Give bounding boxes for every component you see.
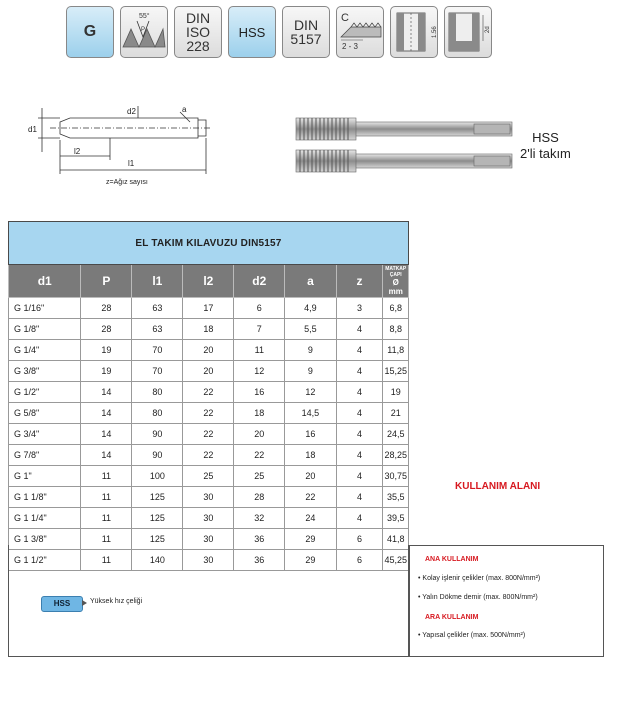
table-cell: 30	[183, 508, 234, 529]
legend-box	[8, 545, 409, 657]
thread-type-label: G	[83, 23, 97, 40]
usage-heading: KULLANIM ALANI	[455, 481, 541, 492]
table-row	[9, 340, 409, 361]
table-cell: G 1 1/4"	[9, 508, 81, 529]
chamfer-icon	[337, 7, 383, 57]
secondary-usage-item-1: • Yapısal çelikler (max. 500N/mm²)	[418, 632, 526, 639]
col-drill	[383, 265, 409, 298]
depth-label: 2d	[485, 26, 491, 33]
table-row	[9, 298, 409, 319]
table-cell: 14	[81, 445, 132, 466]
table-cell: G 3/8"	[9, 361, 81, 382]
table-cell: 11	[81, 550, 132, 571]
table-cell: 7	[234, 319, 285, 340]
table-cell: 25	[183, 466, 234, 487]
table-cell: 39,5	[383, 508, 409, 529]
table-cell: 4	[336, 487, 383, 508]
table-cell: 140	[132, 550, 183, 571]
table-cell: 9	[285, 361, 336, 382]
table-cell: 22	[234, 445, 285, 466]
table-row	[9, 508, 409, 529]
table-cell: 28	[234, 487, 285, 508]
din-badge	[282, 6, 330, 58]
table-cell: 4	[336, 508, 383, 529]
table-cell: 4	[336, 319, 383, 340]
table-cell: 8,8	[383, 319, 409, 340]
table-cell: G 1/4"	[9, 340, 81, 361]
thread-profile-icon	[121, 7, 167, 57]
a-label: a	[182, 105, 187, 114]
product-line-2: 2'li takım	[520, 146, 571, 161]
table-cell: 24	[285, 508, 336, 529]
col-d1: d1	[9, 265, 81, 298]
table-cell: 12	[285, 382, 336, 403]
material-label: HSS	[238, 24, 266, 40]
table-cell: 6	[234, 298, 285, 319]
tap-dimension-drawing	[20, 100, 220, 190]
standard-line-2: ISO	[185, 24, 211, 40]
table-cell: 28	[81, 298, 132, 319]
table-cell: 100	[132, 466, 183, 487]
table-cell: 4	[336, 403, 383, 424]
table-cell: 22	[183, 445, 234, 466]
table-cell: 45,25	[383, 550, 409, 571]
table-cell: 11,8	[383, 340, 409, 361]
col-a: a	[285, 265, 336, 298]
table-title: EL TAKIM KILAVUZU DIN5157	[9, 222, 409, 265]
table-row	[9, 466, 409, 487]
table-cell: 11	[81, 529, 132, 550]
standard-line-3: 228	[186, 38, 210, 54]
tap-outline-diagram	[20, 100, 220, 190]
table-cell: 15,25	[383, 361, 409, 382]
table-cell: 90	[132, 445, 183, 466]
l1-label: l1	[128, 159, 135, 168]
table-cell: 20	[183, 340, 234, 361]
table-cell: 30	[183, 487, 234, 508]
main-usage-title: ANA KULLANIM	[425, 556, 479, 563]
table-cell: 11	[81, 466, 132, 487]
table-cell: 36	[234, 550, 285, 571]
table-cell: G 3/4"	[9, 424, 81, 445]
arrow-right-icon	[82, 600, 87, 606]
drawing-caption: z=Ağız sayısı	[106, 179, 148, 186]
table-cell: G 1 3/8"	[9, 529, 81, 550]
table-cell: G 1/8"	[9, 319, 81, 340]
din-line-1: DIN	[293, 17, 319, 33]
table-cell: 80	[132, 403, 183, 424]
table-cell: 29	[285, 529, 336, 550]
table-cell: 4	[336, 445, 383, 466]
table-cell: 4	[336, 361, 383, 382]
table-cell: 6	[336, 550, 383, 571]
hss-legend-description: Yüksek hız çeliği	[90, 598, 143, 605]
table-cell: 16	[285, 424, 336, 445]
table-body	[9, 298, 409, 571]
table-cell: 35,5	[383, 487, 409, 508]
table-cell: 24,5	[383, 424, 409, 445]
table-cell: 20	[285, 466, 336, 487]
table-cell: G 1/16"	[9, 298, 81, 319]
table-row	[9, 361, 409, 382]
table-cell: 63	[132, 298, 183, 319]
table-cell: 41,8	[383, 529, 409, 550]
spec-table	[8, 221, 409, 571]
table-cell: 90	[132, 424, 183, 445]
table-cell: 36	[234, 529, 285, 550]
table-cell: 70	[132, 361, 183, 382]
chamfer-range: 2 - 3	[342, 42, 359, 51]
thread-angle-badge	[120, 6, 168, 58]
table-cell: 18	[285, 445, 336, 466]
tap-pair-image	[292, 112, 522, 178]
product-label	[520, 130, 571, 162]
table-cell: 22	[183, 424, 234, 445]
table-cell: 14	[81, 424, 132, 445]
through-hole-icon	[391, 7, 437, 57]
table-cell: 18	[234, 403, 285, 424]
spec-table-wrapper	[8, 221, 409, 571]
din-line-2: 5157	[290, 31, 322, 47]
table-row	[9, 424, 409, 445]
table-cell: 28,25	[383, 445, 409, 466]
table-header-row	[9, 265, 409, 298]
table-cell: 9	[285, 340, 336, 361]
table-row	[9, 319, 409, 340]
table-cell: 25	[234, 466, 285, 487]
table-cell: G 1"	[9, 466, 81, 487]
table-cell: G 5/8"	[9, 403, 81, 424]
table-row	[9, 382, 409, 403]
table-cell: 70	[132, 340, 183, 361]
table-cell: 20	[234, 424, 285, 445]
table-cell: 28	[81, 319, 132, 340]
chamfer-letter: C	[341, 12, 349, 24]
table-cell: 29	[285, 550, 336, 571]
main-usage-item-1: • Kolay işlenir çelikler (max. 800N/mm²)	[418, 575, 541, 582]
usage-box	[409, 545, 604, 657]
table-cell: 30,75	[383, 466, 409, 487]
table-row	[9, 445, 409, 466]
standard-line-1: DIN	[185, 10, 211, 26]
table-row	[9, 487, 409, 508]
col-l1: l1	[132, 265, 183, 298]
table-cell: 32	[234, 508, 285, 529]
table-cell: 12	[234, 361, 285, 382]
blind-hole-icon	[445, 7, 491, 57]
table-cell: 11	[81, 487, 132, 508]
d2-label: d2	[127, 107, 136, 116]
material-badge	[228, 6, 276, 58]
table-cell: 30	[183, 529, 234, 550]
through-hole-badge	[390, 6, 438, 58]
secondary-usage-title: ARA KULLANIM	[425, 614, 479, 621]
col-l2: l2	[183, 265, 234, 298]
d1-label: d1	[28, 125, 37, 134]
angle-label: 55°	[139, 13, 150, 20]
table-cell: G 1/2"	[9, 382, 81, 403]
table-cell: 22	[183, 382, 234, 403]
table-cell: 14	[81, 403, 132, 424]
tap-set-illustration	[292, 112, 522, 178]
table-cell: 19	[81, 361, 132, 382]
table-cell: 80	[132, 382, 183, 403]
table-cell: 11	[234, 340, 285, 361]
table-cell: 22	[183, 403, 234, 424]
table-cell: 125	[132, 529, 183, 550]
standard-badge	[174, 6, 222, 58]
table-cell: 4	[336, 382, 383, 403]
table-cell: 19	[81, 340, 132, 361]
table-cell: 17	[183, 298, 234, 319]
col-d2: d2	[234, 265, 285, 298]
drill-diameter-label: Ø mm	[388, 278, 403, 296]
table-cell: 63	[132, 319, 183, 340]
table-cell: 6	[336, 529, 383, 550]
l2-label: l2	[74, 147, 81, 156]
table-cell: 16	[234, 382, 285, 403]
drill-header-label: MATKAP ÇAPI	[385, 266, 407, 278]
thread-type-badge	[66, 6, 114, 58]
table-cell: 125	[132, 508, 183, 529]
table-cell: 14	[81, 382, 132, 403]
table-cell: G 7/8"	[9, 445, 81, 466]
table-row	[9, 403, 409, 424]
table-cell: 4	[336, 340, 383, 361]
table-cell: 30	[183, 550, 234, 571]
table-cell: 5,5	[285, 319, 336, 340]
table-cell: 18	[183, 319, 234, 340]
col-z: z	[336, 265, 383, 298]
main-usage-item-2: • Yalın Dökme demir (max. 800N/mm²)	[418, 594, 538, 601]
col-p: P	[81, 265, 132, 298]
chamfer-badge	[336, 6, 384, 58]
table-cell: 4,9	[285, 298, 336, 319]
table-cell: 6,8	[383, 298, 409, 319]
table-cell: 4	[336, 424, 383, 445]
table-cell: 19	[383, 382, 409, 403]
blind-hole-badge	[444, 6, 492, 58]
tolerance-label: 1.56	[432, 26, 438, 38]
product-line-1: HSS	[532, 130, 559, 145]
table-cell: 4	[336, 466, 383, 487]
feature-badges	[66, 6, 492, 58]
table-cell: 20	[183, 361, 234, 382]
table-cell: 11	[81, 508, 132, 529]
table-cell: 3	[336, 298, 383, 319]
table-cell: G 1 1/8"	[9, 487, 81, 508]
table-cell: 125	[132, 487, 183, 508]
table-cell: 14,5	[285, 403, 336, 424]
table-cell: 22	[285, 487, 336, 508]
table-cell: 21	[383, 403, 409, 424]
pitch-label: P	[141, 27, 146, 33]
table-cell: G 1 1/2"	[9, 550, 81, 571]
hss-legend-chip: HSS	[41, 596, 83, 612]
